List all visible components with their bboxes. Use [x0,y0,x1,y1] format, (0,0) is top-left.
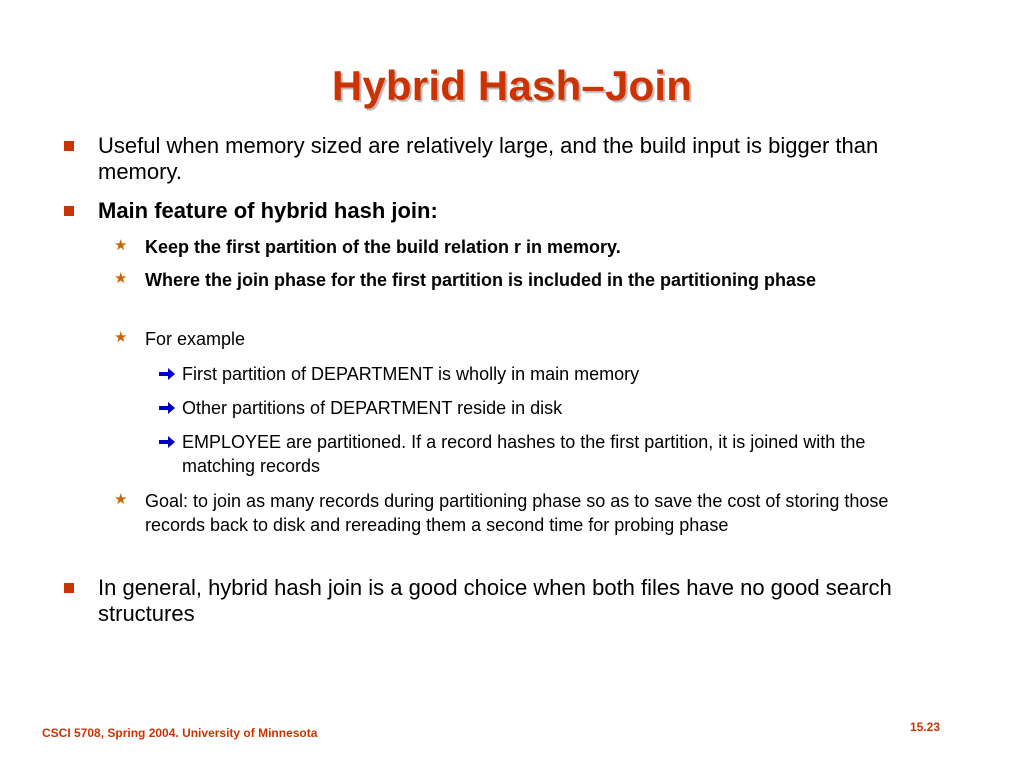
page-number: 15.23 [910,720,941,734]
arrow-right-icon [158,401,176,415]
square-bullet-icon [64,206,74,216]
bullet-level2: Goal: to join as many records during partitioning phase so as to save the cost of storing those records back to disk and rereading them a second time for probing phase [145,491,889,535]
arrow-right-icon [158,367,176,381]
bullet-level1: Useful when memory sized are relatively large, and the build input is bigger than memory. [98,133,879,184]
arrow-right-icon [158,435,176,449]
bullet-level2: Keep the first partition of the build relation r in memory. [145,237,621,257]
footer-course: CSCI 5708, Spring 2004. University of Minnesota [42,726,318,740]
square-bullet-icon [64,141,74,151]
square-bullet-icon [64,583,74,593]
star-bullet-icon: ★ [114,490,128,508]
slide-title: Hybrid Hash–Join [331,62,693,109]
star-bullet-icon: ★ [114,269,128,287]
bullet-level3: EMPLOYEE are partitioned. If a record hashes to the first partition, it is joined with the matching records [182,432,866,476]
bullet-level3: First partition of DEPARTMENT is wholly in main memory [182,364,640,384]
bullet-level3: Other partitions of DEPARTMENT reside in disk [182,398,563,418]
bullet-level2: For example [145,329,246,349]
bullet-level1: In general, hybrid hash join is a good choice when both files have no good search structures [98,575,892,626]
star-bullet-icon: ★ [114,236,128,254]
bullet-level2: Where the join phase for the first partition is included in the partitioning phase [145,270,817,290]
bullet-level1: Main feature of hybrid hash join: [98,198,438,223]
star-bullet-icon: ★ [114,328,128,346]
